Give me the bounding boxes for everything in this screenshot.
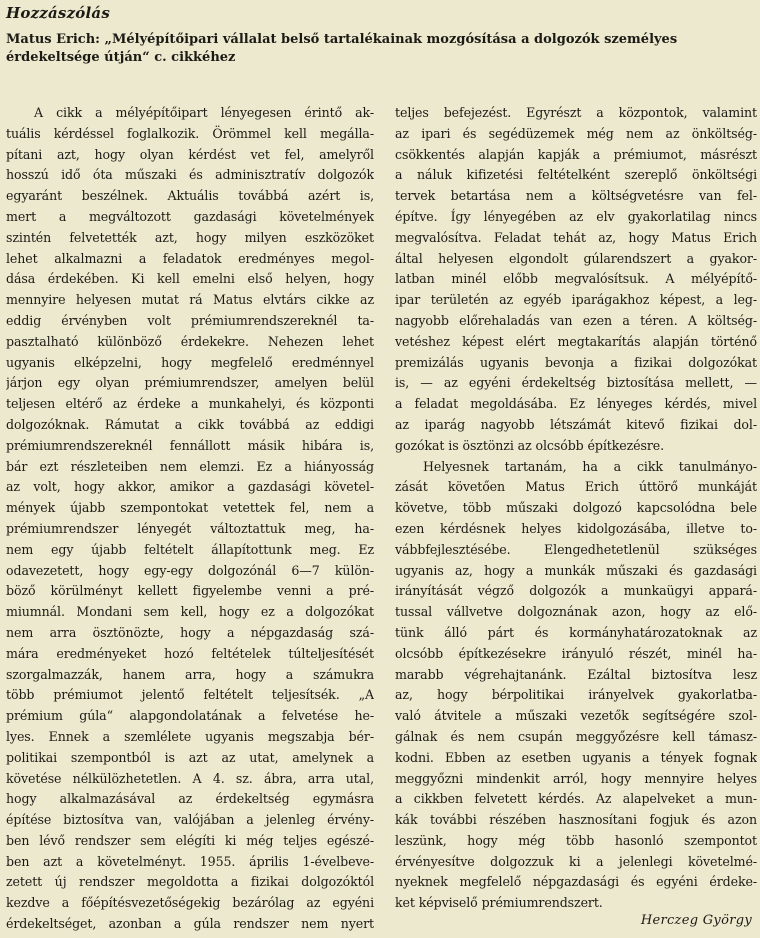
text-line: az ipari és segédüzemek még nem az önköltség-	[395, 125, 757, 141]
text-line: követése nélkülözhetetlen. A 4. sz. ábra, arra utal,	[6, 770, 374, 786]
text-line: tervek betartása nem a költségvetésre van fel-	[395, 188, 757, 204]
text-line: pítani azt, hogy olyan kérdést vet fel, amelyről	[6, 146, 374, 162]
text-line: zetett új rendszer megoldotta a fizikai dolgozóktól	[6, 874, 374, 890]
text-line: kodni. Ebben az esetben ugyanis a tények fognak	[395, 749, 757, 765]
text-line: nem arra ösztönözte, hogy a népgazdaság szá-	[6, 624, 374, 640]
text-line: tuális kérdéssel foglalkozik. Örömmel kell megálla-	[6, 125, 374, 141]
text-line: a cikkben felvetett kérdés. Az alapelveket a mun-	[395, 791, 757, 807]
text-line: odavezetett, hogy egy-egy dolgozónál 6—7 külön-	[6, 562, 374, 578]
text-line: teljesen eltérő az érdeke a munkahelyi, és központi	[6, 396, 374, 412]
text-line: premizálás ugyanis bevonja a fizikai dolgozókat	[395, 354, 757, 370]
text-line: kezdve a főépítésvezetőségekig bezárólag az egyéni	[6, 895, 374, 911]
text-line: építve. Így lényegében az elv gyakorlatilag nincs	[395, 208, 757, 224]
text-line: prémiumrendszereknél fennállott másik hibára is,	[6, 437, 374, 453]
text-line: latban minél előbb megvalósítsuk. A mélyépítő-	[395, 271, 757, 287]
text-line: mennyire helyesen mutat rá Matus elvtárs cikke az	[6, 292, 374, 308]
text-line: ugyanis elképzelni, hogy megfelelő eredménnyel	[6, 354, 374, 370]
text-line: miumnál. Mondani sem kell, hogy ez a dolgozókat	[6, 604, 374, 620]
text-line: megvalósítva. Feladat tehát az, hogy Matus Erich	[395, 229, 757, 245]
text-line: meggyőzni mindenkit arról, hogy mennyire helyes	[395, 770, 757, 786]
text-line: prémium gúla“ alapgondolatának a felvetése he-	[6, 708, 374, 724]
text-line: prémiumrendszer lényegét változtattuk meg, ha-	[6, 520, 374, 536]
text-line: teljes befejezést. Egyrészt a központok, valamint	[395, 105, 757, 120]
text-line: politikai szempontból is azt az utat, amelynek a	[6, 749, 374, 765]
text-line: építése biztosítva van, valójában a jelenleg érvény-	[6, 812, 374, 828]
text-line: érdekeltséget, azonban a gúla rendszer nem nyert	[6, 916, 374, 932]
text-column-left	[6, 103, 374, 935]
text-line: leszünk, hogy még több hasonló szempontot	[395, 832, 757, 848]
text-line: irányítását végző dolgozók a munkaügyi appará-	[395, 583, 757, 599]
text-line: több prémiumot jelentő feltételt teljesítsék. „A	[6, 687, 374, 703]
text-line: nyeknek megfelelő népgazdasági és egyéni érdeke-	[395, 874, 757, 890]
text-line: az volt, hogy akkor, amikor a gazdasági követel-	[6, 479, 374, 495]
text-line: hogy alkalmazásával az érdekeltség egymásra	[6, 791, 374, 807]
section-label: Hozzászólás	[6, 4, 110, 22]
text-line: által helyesen elgondolt gúlarendszert a gyakor-	[395, 250, 757, 266]
text-line: A cikk a mélyépítőipart lényegesen érintő ak-	[34, 105, 374, 120]
text-line: az iparág nagyobb létszámát kitevő fizikai dol-	[395, 416, 757, 432]
text-line: Helyesnek tartanám, ha a cikk tanulmányo-	[423, 458, 757, 474]
text-line: mára eredményeket hozó feltételek túlteljesítését	[6, 645, 374, 661]
text-line: böző körülményt kellett figyelembe venni a pré-	[6, 583, 374, 599]
text-line: mények újabb szempontokat vetettek fel, nem a	[6, 500, 374, 516]
text-line: az, hogy bérpolitikai irányelvek gyakorlatba-	[395, 687, 757, 703]
text-line: a náluk kifizetési feltételként szereplő önköltségi	[395, 167, 757, 183]
text-line: ben lévő rendszer sem elégíti ki még teljes egészé-	[6, 832, 374, 848]
text-line: csökkentés alapján kapják a prémiumot, másrészt	[395, 146, 757, 162]
text-line: ket képviselő prémiumrendszert.	[395, 895, 603, 911]
text-line: vetéshez képest elért megtakarítás alapján történő	[395, 333, 757, 349]
article-headline: Matus Erich: „Mélyépítőipari vállalat belső tartalékainak mozgósítása a dolgozók személyes érdekeltsége útján“ c. cikkéhez	[6, 32, 678, 65]
text-line: pasztalható különböző érdekekre. Nehezen lehet	[6, 333, 374, 349]
text-line: mert a megváltozott gazdasági követelmények	[6, 208, 374, 224]
text-column-right	[395, 103, 757, 914]
text-line: olcsóbb építkezésekre irányuló részét, minél ha-	[395, 645, 757, 661]
text-line: vábbfejlesztésébe. Elengedhetetlenül szükséges	[395, 541, 757, 557]
text-line: ugyanis az, hogy a munkák műszaki és gazdasági	[395, 562, 757, 578]
text-line: való átvitele a műszaki vezetők segítségére szol-	[395, 708, 757, 724]
author-signature: Herczeg György	[640, 913, 752, 928]
text-line: szorgalmazzák, hanem arra, hogy a számukra	[6, 666, 374, 682]
text-line: érvényesítve dolgozzuk ki a jelenlegi követelmé-	[395, 853, 757, 869]
text-line: követve, több műszaki dolgozó kapcsolódna bele	[395, 500, 757, 516]
text-line: eddig érvényben volt prémiumrendszereknél ta-	[6, 312, 374, 328]
text-line: kák további részében hasznosítani fogjuk és azon	[395, 812, 757, 828]
text-line: tünk álló párt és kormányhatározatoknak az	[395, 624, 757, 640]
text-line: dása érdekében. Ki kell emelni első helyen, hogy	[6, 271, 374, 287]
text-line: lehet alkalmazni a feladatok eredményes megol-	[6, 250, 374, 266]
text-line: is, — az egyéni érdekeltség biztosítása mellett, —	[395, 375, 757, 391]
text-line: hosszú idő óta műszaki és adminisztratív dolgozók	[6, 167, 374, 183]
text-line: a feladat megoldásába. Ez lényeges kérdés, mivel	[395, 396, 757, 412]
text-line: ben azt a követelményt. 1955. április 1-évelbeve-	[6, 853, 374, 869]
text-line: marabb végrehajtanánk. Ezáltal biztosítva lesz	[395, 666, 757, 682]
text-line: nem egy újabb feltételt állapítottunk meg. Ez	[6, 541, 374, 557]
text-line: nagyobb előrehaladás van ezen a téren. A költség-	[395, 312, 757, 328]
text-line: bár ezt részleteiben nem elemzi. Ez a hiányosság	[6, 458, 374, 474]
text-line: ezen kérdésnek helyes kidolgozásába, illetve to-	[395, 520, 757, 536]
text-line: gozókat is ösztönzi az olcsóbb építkezésre.	[395, 437, 665, 453]
text-line: gálnak és nem csupán meggyőzésre kell támasz-	[395, 728, 757, 744]
text-line: tussal vállvetve dolgoznának azon, hogy az elő-	[395, 604, 757, 620]
text-line: járjon egy olyan prémiumrendszer, amelyen belül	[6, 375, 374, 391]
text-line: dolgozóknak. Rámutat a cikk továbbá az eddigi	[6, 416, 374, 432]
text-line: szintén felvetették azt, hogy milyen eszközöket	[6, 229, 374, 245]
text-line: ipar területén az egyéb iparágakhoz képest, a leg-	[395, 292, 757, 308]
text-line: lyes. Ennek a szemlélete ugyanis megszabja bér-	[6, 728, 374, 744]
text-line: zását követően Matus Erich úttörő munkáját	[395, 479, 757, 495]
text-line: egyaránt beszélnek. Aktuális továbbá azért is,	[6, 188, 374, 204]
